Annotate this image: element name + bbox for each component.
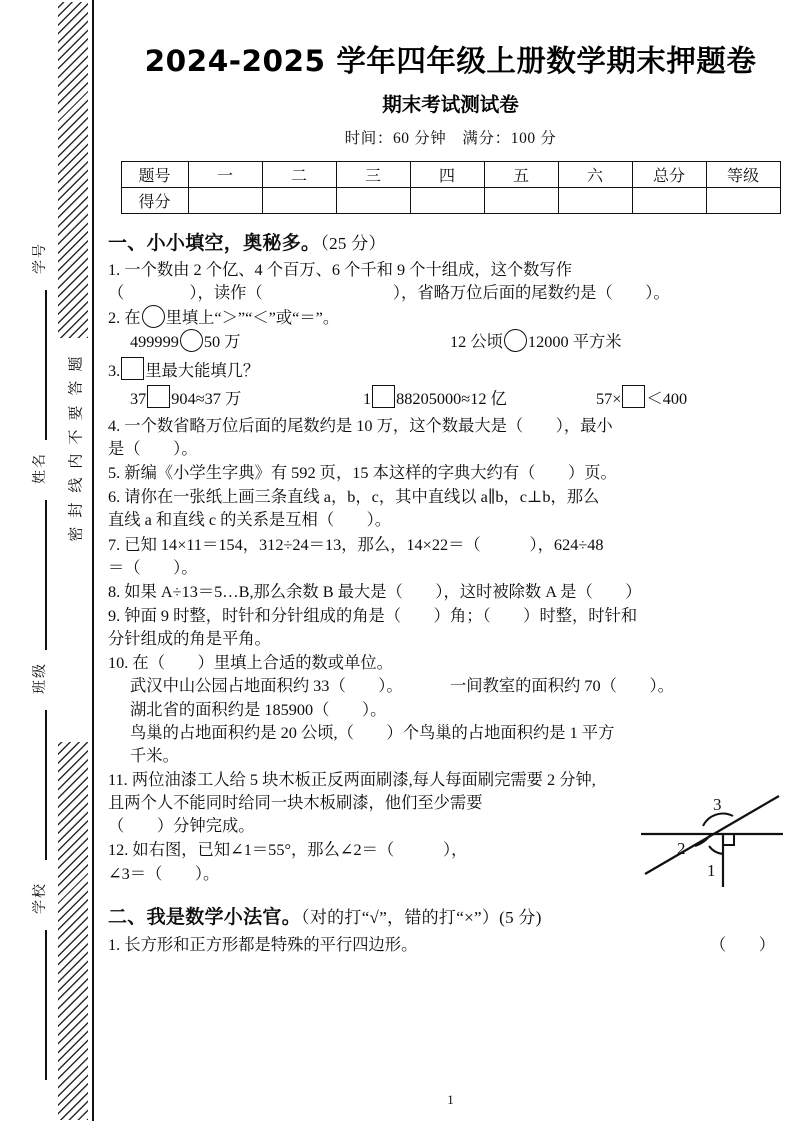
score-cell[interactable] [262, 188, 336, 214]
score-table [121, 161, 781, 214]
section-heading-text: 二、我是数学小法官。 [108, 905, 302, 928]
score-table-col-header: 六 [558, 162, 632, 188]
question-8: 8. 如果 A÷13＝5…B,那么余数 B 最大是（ ），这时被除数 A 是（ ） [108, 581, 642, 601]
question-2-items [108, 329, 793, 353]
score-cell[interactable] [558, 188, 632, 214]
section2-question-1 [108, 933, 793, 956]
score-cell[interactable] [188, 188, 262, 214]
question-3-item-1 [130, 385, 363, 410]
question-2-item-left [130, 329, 450, 353]
score-table-col-header: 二 [262, 162, 336, 188]
seal-student-fields [16, 0, 62, 1121]
answer-box[interactable] [372, 385, 395, 408]
operand: 904≈37 万 [171, 388, 242, 408]
seal-field-name[interactable] [16, 450, 62, 660]
write-line [45, 500, 47, 650]
question-9 [108, 604, 793, 650]
page-subtitle: 期末考试测试卷 [382, 93, 519, 116]
question-2-prompt [108, 305, 793, 329]
question-6-line-1: 6. 请你在一张纸上画三条直线 a，b，c，其中直线以 a∥b，c⊥b，那么 [108, 487, 600, 507]
section-points: （对的打“√”，错的打“×”）(5 分) [301, 907, 542, 927]
score-cell[interactable] [484, 188, 558, 214]
section-heading-text: 一、小小填空，奥秘多。 [108, 232, 321, 254]
operand: 12000 平方米 [527, 332, 622, 352]
score-cell[interactable] [706, 188, 780, 214]
question-9-line-1: 9. 钟面 9 时整，时针和分针组成的角是（ ）角；（ ）时整，时针和 [108, 605, 638, 625]
score-table-col-header: 总分 [632, 162, 706, 188]
operand: 88205000≈12 亿 [396, 388, 507, 408]
question-11-line-3: （ ）分钟完成。 [108, 816, 255, 836]
angle-label-1: 1 [707, 860, 716, 880]
seal-field-label: 姓名 [33, 452, 48, 484]
seal-char: 答 [68, 380, 85, 396]
question-6-line-2: 直线 a 和直线 c 的关系是互相（ ）。 [108, 510, 392, 530]
seal-char: 封 [68, 502, 85, 518]
write-line [45, 710, 47, 860]
operand: 499999 [130, 332, 179, 352]
question-9-line-2: 分针组成的角是平角。 [108, 629, 271, 649]
question-11-12-text [108, 768, 628, 885]
answer-circle[interactable] [142, 305, 165, 328]
score-table-col-header: 四 [410, 162, 484, 188]
operand: 12 公顷 [450, 332, 503, 352]
operand: 1 [363, 388, 372, 408]
seal-warning-column [62, 0, 92, 1121]
question-2 [108, 305, 793, 353]
seal-field-class[interactable] [16, 660, 62, 870]
answer-circle[interactable] [504, 329, 527, 352]
question-3 [108, 357, 793, 410]
question-2-text-b: 里填上“＞”“＜”或“＝”。 [165, 308, 340, 328]
question-11-12-block [108, 768, 793, 886]
section2-question-1-text: 1. 长方形和正方形都是特殊的平行四边形。 [108, 934, 418, 954]
seal-char: 密 [68, 526, 85, 542]
question-10-item-4-cont: 千米。 [130, 745, 179, 765]
question-10-prompt: 10. 在（ ）里填上合适的数或单位。 [108, 653, 393, 673]
score-table-row-label: 题号 [121, 162, 188, 188]
question-7-line-2: ＝（ ）。 [108, 557, 198, 577]
seal-char: 不 [68, 429, 85, 445]
seal-field-label: 学校 [33, 882, 48, 914]
score-table-col-header: 一 [188, 162, 262, 188]
section-heading-1 [108, 228, 793, 255]
question-3-item-3 [596, 385, 687, 410]
question-3-items [108, 385, 793, 410]
score-cell[interactable] [632, 188, 706, 214]
question-1-line-2: （ ），读作（ ），省略万位后面的尾数约是（ ）。 [108, 283, 670, 303]
question-4-line-2: 是（ ）。 [108, 438, 198, 458]
question-6 [108, 485, 793, 531]
seal-char: 内 [68, 453, 85, 469]
operand: 57× [596, 388, 622, 408]
seal-char: 题 [68, 356, 85, 372]
answer-brackets[interactable]: （ ） [709, 934, 775, 954]
write-line [45, 930, 47, 1080]
question-4 [108, 414, 793, 460]
operand: 50 万 [203, 332, 241, 352]
angle-label-3: 3 [713, 794, 722, 814]
question-12 [108, 838, 628, 884]
write-line [45, 290, 47, 440]
question-3-prompt [108, 357, 793, 382]
score-table-col-header: 等级 [706, 162, 780, 188]
operand: 37 [130, 388, 147, 408]
answer-box[interactable] [622, 385, 645, 408]
question-10 [108, 651, 793, 767]
question-11-line-1: 11. 两位油漆工人给 5 块木板正反两面刷漆,每人每面刷完需要 2 分钟, [108, 769, 596, 789]
question-10-item-3: 湖北省的面积约是 185900（ ）。 [130, 699, 387, 719]
seal-field-student-id[interactable] [16, 240, 62, 450]
question-10-row-1 [108, 674, 793, 697]
score-table-row-label: 得分 [121, 188, 188, 214]
seal-divider-line [92, 0, 94, 1121]
page-title: 2024-2025 学年四年级上册数学期末押题卷 [144, 44, 757, 78]
seal-char: 线 [68, 478, 85, 494]
table-row [121, 188, 780, 214]
seal-margin [0, 0, 108, 1121]
question-3-number: 3. [108, 360, 121, 380]
operand: ＜400 [646, 388, 688, 408]
score-table-col-header: 五 [484, 162, 558, 188]
exam-meta: 时间：60 分钟 满分：100 分 [344, 130, 557, 147]
seal-field-label: 班级 [33, 662, 48, 694]
question-1-line-1: 1. 一个数由 2 个亿、4 个百万、6 个千和 9 个十组成，这个数写作 [108, 260, 573, 279]
score-cell[interactable] [336, 188, 410, 214]
score-cell[interactable] [410, 188, 484, 214]
section-heading-2 [108, 902, 793, 929]
answer-box[interactable] [121, 357, 144, 380]
section-points: （25 分） [320, 234, 386, 253]
question-10-item-4: 鸟巢的占地面积约是 20 公顷,（ ）个鸟巢的占地面积约是 1 平方 [130, 722, 615, 742]
question-7 [108, 533, 793, 579]
question-11-line-2: 且两个人不能同时给同一块木板刷漆，他们至少需要 [108, 793, 483, 813]
seal-char: 要 [68, 405, 85, 421]
angle-diagram [637, 788, 787, 888]
question-3-item-2 [363, 385, 596, 410]
seal-field-school[interactable] [16, 880, 62, 1090]
question-7-line-1: 7. 已知 14×11＝154，312÷24＝13，那么，14×22＝（ ），624÷48 [108, 534, 604, 554]
seal-warning-text [64, 352, 90, 546]
question-12-line-1: 12. 如右图，已知∠1＝55°，那么∠2＝（ ）， [108, 840, 468, 860]
exam-sheet [108, 0, 793, 1121]
question-1 [108, 258, 793, 304]
score-table-col-header: 三 [336, 162, 410, 188]
question-11 [108, 768, 628, 837]
question-2-item-right [450, 329, 622, 353]
question-4-line-1: 4. 一个数省略万位后面的尾数约是 10 万，这个数最大是（ ），最小 [108, 415, 613, 435]
answer-box[interactable] [147, 385, 170, 408]
question-3-text: 里最大能填几？ [145, 360, 260, 380]
table-row [121, 162, 780, 188]
page-number: 1 [447, 1092, 454, 1107]
question-12-line-2: ∠3＝（ ）。 [108, 863, 220, 883]
question-2-text-a: 2. 在 [108, 308, 141, 328]
seal-field-label: 学号 [33, 242, 48, 274]
question-10-item-1: 武汉中山公园占地面积约 33（ ）。 [130, 676, 403, 696]
question-10-item-2: 一间教室的面积约 70（ ）。 [450, 676, 674, 696]
answer-circle[interactable] [180, 329, 203, 352]
question-5: 5. 新编《小学生字典》有 592 页，15 本这样的字典大约有（ ）页。 [108, 463, 617, 483]
angle-label-2: 2 [677, 838, 686, 858]
